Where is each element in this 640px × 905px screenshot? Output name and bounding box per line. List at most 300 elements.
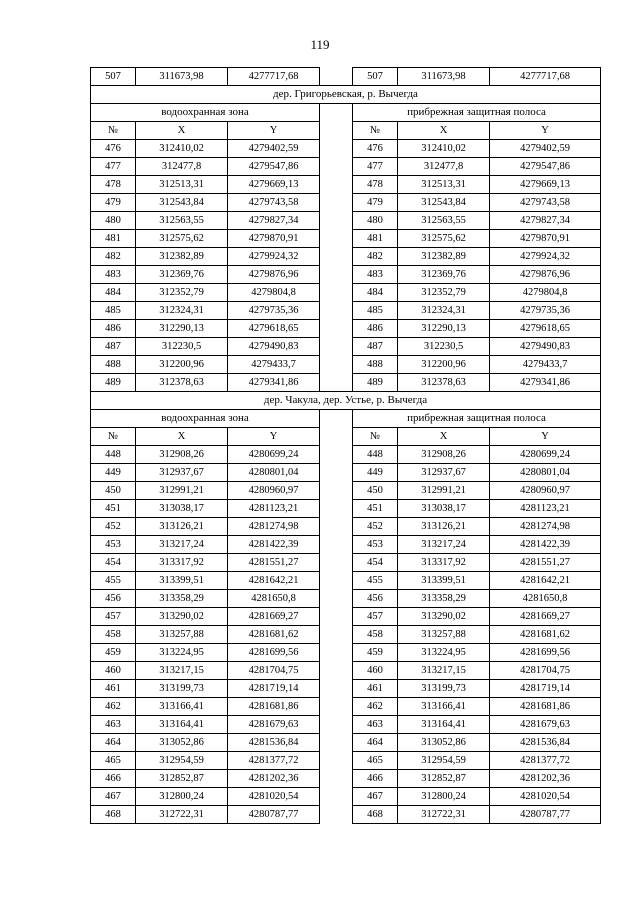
x-coordinate-cell: 313317,92 xyxy=(398,554,490,572)
number-column-header: № xyxy=(353,428,398,446)
y-coordinate-cell: 4280801,04 xyxy=(228,464,320,482)
y-coordinate-cell: 4277717,68 xyxy=(228,68,320,86)
column-gap xyxy=(320,770,353,788)
column-gap xyxy=(320,338,353,356)
coastal-protective-strip-header: прибрежная защитная полоса xyxy=(353,410,601,428)
column-gap xyxy=(320,734,353,752)
point-number-cell: 463 xyxy=(91,716,136,734)
column-gap xyxy=(320,284,353,302)
x-coordinate-cell: 312290,13 xyxy=(136,320,228,338)
point-number-cell: 481 xyxy=(353,230,398,248)
x-coordinate-cell: 312852,87 xyxy=(398,770,490,788)
x-coordinate-cell: 312543,84 xyxy=(398,194,490,212)
x-coordinate-cell: 313052,86 xyxy=(398,734,490,752)
table-row xyxy=(91,500,601,518)
x-coordinate-cell: 313257,88 xyxy=(398,626,490,644)
point-number-cell: 487 xyxy=(91,338,136,356)
coordinates-table xyxy=(90,67,601,824)
y-coordinate-cell: 4281377,72 xyxy=(228,752,320,770)
column-gap xyxy=(320,122,353,140)
column-gap xyxy=(320,572,353,590)
x-coordinate-cell: 312369,76 xyxy=(136,266,228,284)
y-coordinate-cell: 4279743,58 xyxy=(228,194,320,212)
y-coordinate-cell: 4279402,59 xyxy=(490,140,601,158)
point-number-cell: 466 xyxy=(353,770,398,788)
y-coordinate-cell: 4279735,36 xyxy=(228,302,320,320)
table-row xyxy=(91,734,601,752)
x-coordinate-cell: 313052,86 xyxy=(136,734,228,752)
point-number-cell: 452 xyxy=(353,518,398,536)
point-number-cell: 461 xyxy=(353,680,398,698)
y-coordinate-cell: 4279827,34 xyxy=(490,212,601,230)
point-number-cell: 462 xyxy=(91,698,136,716)
point-number-cell: 486 xyxy=(91,320,136,338)
x-coordinate-cell: 311673,98 xyxy=(398,68,490,86)
table-row xyxy=(91,68,601,86)
point-number-cell: 458 xyxy=(353,626,398,644)
column-gap xyxy=(320,536,353,554)
y-coordinate-cell: 4279876,96 xyxy=(490,266,601,284)
point-number-cell: 479 xyxy=(353,194,398,212)
y-coordinate-cell: 4281123,21 xyxy=(490,500,601,518)
point-number-cell: 449 xyxy=(91,464,136,482)
table-row xyxy=(91,680,601,698)
y-coordinate-cell: 4279669,13 xyxy=(490,176,601,194)
column-header-row xyxy=(91,122,601,140)
table-row xyxy=(91,302,601,320)
y-coordinate-cell: 4281679,63 xyxy=(490,716,601,734)
x-coordinate-cell: 313038,17 xyxy=(398,500,490,518)
point-number-cell: 454 xyxy=(91,554,136,572)
point-number-cell: 454 xyxy=(353,554,398,572)
y-column-header: Y xyxy=(490,122,601,140)
y-coordinate-cell: 4280699,24 xyxy=(228,446,320,464)
point-number-cell: 485 xyxy=(91,302,136,320)
point-number-cell: 449 xyxy=(353,464,398,482)
table-row xyxy=(91,464,601,482)
number-column-header: № xyxy=(91,122,136,140)
y-coordinate-cell: 4277717,68 xyxy=(490,68,601,86)
y-coordinate-cell: 4279433,7 xyxy=(228,356,320,374)
x-coordinate-cell: 313224,95 xyxy=(398,644,490,662)
point-number-cell: 448 xyxy=(353,446,398,464)
column-gap xyxy=(320,230,353,248)
column-gap xyxy=(320,698,353,716)
table-row xyxy=(91,608,601,626)
point-number-cell: 460 xyxy=(353,662,398,680)
point-number-cell: 457 xyxy=(353,608,398,626)
table-row xyxy=(91,788,601,806)
point-number-cell: 465 xyxy=(91,752,136,770)
point-number-cell: 467 xyxy=(353,788,398,806)
x-coordinate-cell: 313399,51 xyxy=(136,572,228,590)
x-coordinate-cell: 312378,63 xyxy=(398,374,490,392)
column-gap xyxy=(320,518,353,536)
point-number-cell: 488 xyxy=(353,356,398,374)
x-coordinate-cell: 312908,26 xyxy=(136,446,228,464)
point-number-cell: 455 xyxy=(91,572,136,590)
point-number-cell: 455 xyxy=(353,572,398,590)
y-coordinate-cell: 4279341,86 xyxy=(490,374,601,392)
x-coordinate-cell: 312410,02 xyxy=(136,140,228,158)
y-coordinate-cell: 4281274,98 xyxy=(228,518,320,536)
table-row xyxy=(91,140,601,158)
x-coordinate-cell: 313164,41 xyxy=(398,716,490,734)
point-number-cell: 489 xyxy=(353,374,398,392)
y-coordinate-cell: 4281274,98 xyxy=(490,518,601,536)
coordinates-table-body xyxy=(91,68,601,824)
y-coordinate-cell: 4279618,65 xyxy=(490,320,601,338)
point-number-cell: 468 xyxy=(353,806,398,824)
table-row xyxy=(91,230,601,248)
column-gap xyxy=(320,68,353,86)
x-coordinate-cell: 312908,26 xyxy=(398,446,490,464)
y-coordinate-cell: 4280787,77 xyxy=(228,806,320,824)
y-coordinate-cell: 4281377,72 xyxy=(490,752,601,770)
table-row xyxy=(91,266,601,284)
y-coordinate-cell: 4279827,34 xyxy=(228,212,320,230)
x-coordinate-cell: 311673,98 xyxy=(136,68,228,86)
column-gap xyxy=(320,212,353,230)
x-coordinate-cell: 312324,31 xyxy=(398,302,490,320)
y-coordinate-cell: 4281551,27 xyxy=(490,554,601,572)
table-row xyxy=(91,554,601,572)
point-number-cell: 468 xyxy=(91,806,136,824)
table-row xyxy=(91,572,601,590)
x-coordinate-cell: 312410,02 xyxy=(398,140,490,158)
point-number-cell: 460 xyxy=(91,662,136,680)
x-coordinate-cell: 312800,24 xyxy=(398,788,490,806)
zone-header-row xyxy=(91,410,601,428)
y-coordinate-cell: 4281020,54 xyxy=(228,788,320,806)
table-row xyxy=(91,374,601,392)
table-row xyxy=(91,446,601,464)
y-coordinate-cell: 4280960,97 xyxy=(228,482,320,500)
y-coordinate-cell: 4281536,84 xyxy=(228,734,320,752)
point-number-cell: 489 xyxy=(91,374,136,392)
table-row xyxy=(91,356,601,374)
column-gap xyxy=(320,500,353,518)
x-coordinate-cell: 312563,55 xyxy=(398,212,490,230)
point-number-cell: 458 xyxy=(91,626,136,644)
point-number-cell: 456 xyxy=(91,590,136,608)
column-gap xyxy=(320,554,353,572)
x-coordinate-cell: 312352,79 xyxy=(398,284,490,302)
point-number-cell: 484 xyxy=(353,284,398,302)
number-column-header: № xyxy=(353,122,398,140)
column-gap xyxy=(320,320,353,338)
x-coordinate-cell: 312324,31 xyxy=(136,302,228,320)
point-number-cell: 476 xyxy=(91,140,136,158)
column-gap xyxy=(320,158,353,176)
x-column-header: X xyxy=(398,122,490,140)
y-coordinate-cell: 4281681,86 xyxy=(228,698,320,716)
x-coordinate-cell: 312722,31 xyxy=(136,806,228,824)
water-protection-zone-header: водоохранная зона xyxy=(91,104,320,122)
x-coordinate-cell: 312477,8 xyxy=(136,158,228,176)
y-coordinate-cell: 4281650,8 xyxy=(490,590,601,608)
point-number-cell: 463 xyxy=(353,716,398,734)
x-coordinate-cell: 313358,29 xyxy=(398,590,490,608)
column-gap xyxy=(320,464,353,482)
y-column-header: Y xyxy=(228,122,320,140)
point-number-cell: 476 xyxy=(353,140,398,158)
x-coordinate-cell: 313217,24 xyxy=(398,536,490,554)
column-gap xyxy=(320,266,353,284)
point-number-cell: 451 xyxy=(353,500,398,518)
x-coordinate-cell: 313126,21 xyxy=(136,518,228,536)
x-coordinate-cell: 312543,84 xyxy=(136,194,228,212)
point-number-cell: 457 xyxy=(91,608,136,626)
y-coordinate-cell: 4281422,39 xyxy=(490,536,601,554)
x-coordinate-cell: 312937,67 xyxy=(398,464,490,482)
y-coordinate-cell: 4281681,62 xyxy=(228,626,320,644)
y-coordinate-cell: 4281020,54 xyxy=(490,788,601,806)
point-number-cell: 487 xyxy=(353,338,398,356)
table-row xyxy=(91,212,601,230)
y-coordinate-cell: 4281699,56 xyxy=(490,644,601,662)
y-coordinate-cell: 4281719,14 xyxy=(490,680,601,698)
x-coordinate-cell: 313166,41 xyxy=(398,698,490,716)
table-row xyxy=(91,644,601,662)
column-gap xyxy=(320,410,353,428)
table-row xyxy=(91,698,601,716)
x-coordinate-cell: 313164,41 xyxy=(136,716,228,734)
y-coordinate-cell: 4281704,75 xyxy=(228,662,320,680)
x-coordinate-cell: 313199,73 xyxy=(136,680,228,698)
y-coordinate-cell: 4279490,83 xyxy=(228,338,320,356)
y-column-header: Y xyxy=(228,428,320,446)
x-coordinate-cell: 313038,17 xyxy=(136,500,228,518)
y-coordinate-cell: 4281650,8 xyxy=(228,590,320,608)
y-coordinate-cell: 4279547,86 xyxy=(490,158,601,176)
y-coordinate-cell: 4279804,8 xyxy=(490,284,601,302)
column-gap xyxy=(320,140,353,158)
point-number-cell: 459 xyxy=(353,644,398,662)
column-gap xyxy=(320,356,353,374)
y-coordinate-cell: 4281681,86 xyxy=(490,698,601,716)
point-number-cell: 456 xyxy=(353,590,398,608)
x-coordinate-cell: 312575,62 xyxy=(398,230,490,248)
y-coordinate-cell: 4281422,39 xyxy=(228,536,320,554)
section-title: дер. Чакула, дер. Устье, р. Вычегда xyxy=(91,392,601,410)
coastal-protective-strip-header: прибрежная защитная полоса xyxy=(353,104,601,122)
point-number-cell: 488 xyxy=(91,356,136,374)
table-row xyxy=(91,536,601,554)
x-coordinate-cell: 312954,59 xyxy=(398,752,490,770)
point-number-cell: 464 xyxy=(353,734,398,752)
table-row xyxy=(91,752,601,770)
table-row xyxy=(91,518,601,536)
x-coordinate-cell: 312352,79 xyxy=(136,284,228,302)
point-number-cell: 466 xyxy=(91,770,136,788)
y-coordinate-cell: 4281679,63 xyxy=(228,716,320,734)
x-coordinate-cell: 313399,51 xyxy=(398,572,490,590)
y-coordinate-cell: 4281699,56 xyxy=(228,644,320,662)
y-coordinate-cell: 4279735,36 xyxy=(490,302,601,320)
x-column-header: X xyxy=(136,122,228,140)
x-coordinate-cell: 313224,95 xyxy=(136,644,228,662)
column-gap xyxy=(320,194,353,212)
y-coordinate-cell: 4279669,13 xyxy=(228,176,320,194)
point-number-cell: 477 xyxy=(91,158,136,176)
y-coordinate-cell: 4281202,36 xyxy=(228,770,320,788)
point-number-cell: 483 xyxy=(91,266,136,284)
point-number-cell: 478 xyxy=(353,176,398,194)
x-coordinate-cell: 313126,21 xyxy=(398,518,490,536)
table-row xyxy=(91,770,601,788)
x-coordinate-cell: 312575,62 xyxy=(136,230,228,248)
x-coordinate-cell: 312991,21 xyxy=(136,482,228,500)
point-number-cell: 482 xyxy=(353,248,398,266)
point-number-cell: 451 xyxy=(91,500,136,518)
point-number-cell: 450 xyxy=(353,482,398,500)
y-coordinate-cell: 4279924,32 xyxy=(228,248,320,266)
x-coordinate-cell: 313290,02 xyxy=(398,608,490,626)
y-coordinate-cell: 4281669,27 xyxy=(228,608,320,626)
y-coordinate-cell: 4281551,27 xyxy=(228,554,320,572)
y-coordinate-cell: 4280699,24 xyxy=(490,446,601,464)
x-coordinate-cell: 313290,02 xyxy=(136,608,228,626)
x-coordinate-cell: 312852,87 xyxy=(136,770,228,788)
column-gap xyxy=(320,752,353,770)
column-gap xyxy=(320,176,353,194)
column-gap xyxy=(320,788,353,806)
point-number-cell: 453 xyxy=(353,536,398,554)
y-coordinate-cell: 4279618,65 xyxy=(228,320,320,338)
point-number-cell: 481 xyxy=(91,230,136,248)
point-number-cell: 483 xyxy=(353,266,398,284)
table-row xyxy=(91,626,601,644)
x-coordinate-cell: 312378,63 xyxy=(136,374,228,392)
column-gap xyxy=(320,590,353,608)
water-protection-zone-header: водоохранная зона xyxy=(91,410,320,428)
section-title-row xyxy=(91,86,601,104)
point-number-cell: 480 xyxy=(353,212,398,230)
column-header-row xyxy=(91,428,601,446)
number-column-header: № xyxy=(91,428,136,446)
y-column-header: Y xyxy=(490,428,601,446)
x-coordinate-cell: 312369,76 xyxy=(398,266,490,284)
table-row xyxy=(91,806,601,824)
y-coordinate-cell: 4279490,83 xyxy=(490,338,601,356)
table-row xyxy=(91,482,601,500)
x-coordinate-cell: 313166,41 xyxy=(136,698,228,716)
x-coordinate-cell: 313199,73 xyxy=(398,680,490,698)
x-coordinate-cell: 312200,96 xyxy=(136,356,228,374)
y-coordinate-cell: 4279876,96 xyxy=(228,266,320,284)
y-coordinate-cell: 4281642,21 xyxy=(490,572,601,590)
table-row xyxy=(91,194,601,212)
x-coordinate-cell: 312722,31 xyxy=(398,806,490,824)
x-coordinate-cell: 312937,67 xyxy=(136,464,228,482)
point-number-cell: 465 xyxy=(353,752,398,770)
y-coordinate-cell: 4281704,75 xyxy=(490,662,601,680)
section-title: дер. Григорьевская, р. Вычегда xyxy=(91,86,601,104)
point-number-cell: 486 xyxy=(353,320,398,338)
table-row xyxy=(91,338,601,356)
x-coordinate-cell: 313358,29 xyxy=(136,590,228,608)
x-coordinate-cell: 312954,59 xyxy=(136,752,228,770)
point-number-cell: 459 xyxy=(91,644,136,662)
table-row xyxy=(91,158,601,176)
x-coordinate-cell: 312382,89 xyxy=(136,248,228,266)
x-coordinate-cell: 312563,55 xyxy=(136,212,228,230)
y-coordinate-cell: 4279870,91 xyxy=(490,230,601,248)
y-coordinate-cell: 4279547,86 xyxy=(228,158,320,176)
column-gap xyxy=(320,482,353,500)
x-coordinate-cell: 312200,96 xyxy=(398,356,490,374)
column-gap xyxy=(320,662,353,680)
y-coordinate-cell: 4281669,27 xyxy=(490,608,601,626)
point-number-cell: 477 xyxy=(353,158,398,176)
x-coordinate-cell: 312800,24 xyxy=(136,788,228,806)
y-coordinate-cell: 4279402,59 xyxy=(228,140,320,158)
y-coordinate-cell: 4281642,21 xyxy=(228,572,320,590)
table-row xyxy=(91,176,601,194)
x-coordinate-cell: 313257,88 xyxy=(136,626,228,644)
x-coordinate-cell: 312991,21 xyxy=(398,482,490,500)
column-gap xyxy=(320,680,353,698)
x-column-header: X xyxy=(398,428,490,446)
column-gap xyxy=(320,428,353,446)
x-coordinate-cell: 312513,31 xyxy=(398,176,490,194)
column-gap xyxy=(320,716,353,734)
x-coordinate-cell: 313217,15 xyxy=(398,662,490,680)
column-gap xyxy=(320,446,353,464)
table-row xyxy=(91,590,601,608)
point-number-cell: 461 xyxy=(91,680,136,698)
x-column-header: X xyxy=(136,428,228,446)
column-gap xyxy=(320,626,353,644)
point-number-cell: 507 xyxy=(353,68,398,86)
table-row xyxy=(91,248,601,266)
page-number: 119 xyxy=(310,37,330,52)
column-gap xyxy=(320,608,353,626)
y-coordinate-cell: 4279341,86 xyxy=(228,374,320,392)
x-coordinate-cell: 312382,89 xyxy=(398,248,490,266)
section-title-row xyxy=(91,392,601,410)
point-number-cell: 478 xyxy=(91,176,136,194)
point-number-cell: 485 xyxy=(353,302,398,320)
y-coordinate-cell: 4279804,8 xyxy=(228,284,320,302)
x-coordinate-cell: 313217,15 xyxy=(136,662,228,680)
point-number-cell: 452 xyxy=(91,518,136,536)
point-number-cell: 462 xyxy=(353,698,398,716)
x-coordinate-cell: 312230,5 xyxy=(398,338,490,356)
x-coordinate-cell: 312290,13 xyxy=(398,320,490,338)
table-row xyxy=(91,320,601,338)
column-gap xyxy=(320,104,353,122)
x-coordinate-cell: 312230,5 xyxy=(136,338,228,356)
column-gap xyxy=(320,374,353,392)
y-coordinate-cell: 4281681,62 xyxy=(490,626,601,644)
table-row xyxy=(91,284,601,302)
x-coordinate-cell: 312477,8 xyxy=(398,158,490,176)
column-gap xyxy=(320,806,353,824)
point-number-cell: 467 xyxy=(91,788,136,806)
y-coordinate-cell: 4280787,77 xyxy=(490,806,601,824)
y-coordinate-cell: 4281719,14 xyxy=(228,680,320,698)
y-coordinate-cell: 4280960,97 xyxy=(490,482,601,500)
y-coordinate-cell: 4279924,32 xyxy=(490,248,601,266)
column-gap xyxy=(320,248,353,266)
y-coordinate-cell: 4281536,84 xyxy=(490,734,601,752)
y-coordinate-cell: 4279870,91 xyxy=(228,230,320,248)
y-coordinate-cell: 4281123,21 xyxy=(228,500,320,518)
point-number-cell: 464 xyxy=(91,734,136,752)
x-coordinate-cell: 313317,92 xyxy=(136,554,228,572)
